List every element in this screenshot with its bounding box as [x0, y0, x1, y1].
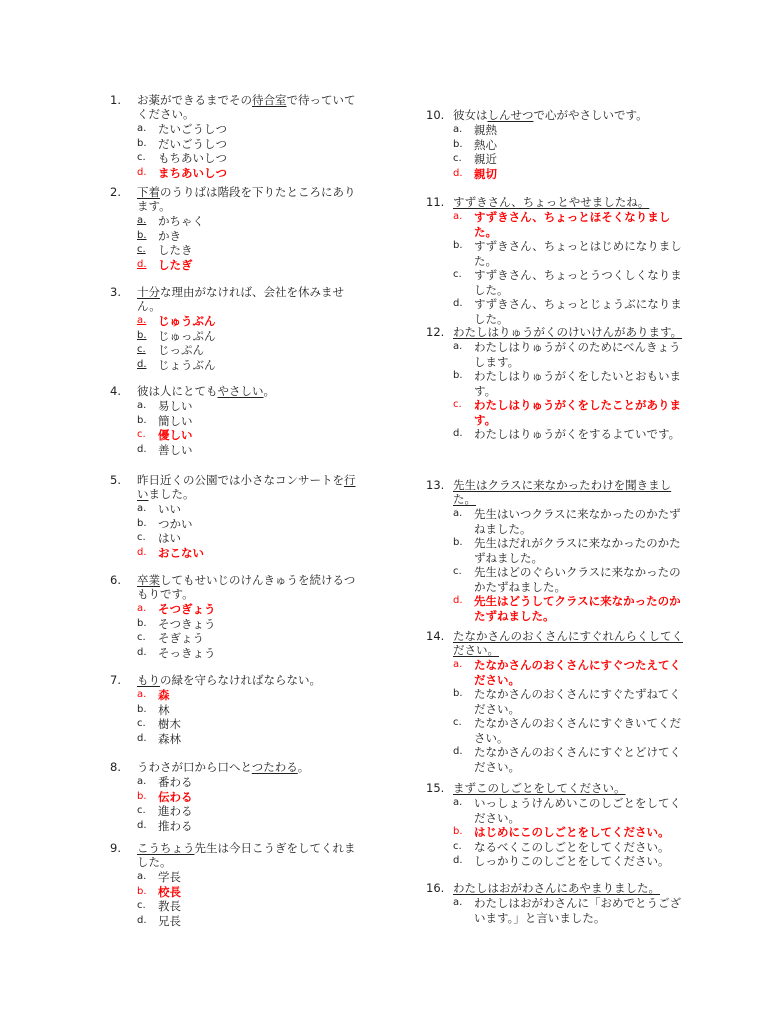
answer-option [137, 414, 365, 429]
question-text-part: してもせいじのけんきゅうを続けるつもりです。 [137, 573, 356, 601]
answer-option [137, 151, 365, 166]
question-number: 13. [426, 478, 445, 492]
answer-option [453, 536, 684, 565]
correct-answer-option [137, 428, 365, 443]
option-text: 番わる [158, 775, 193, 789]
option-text: 先生はどのぐらいクラスに来なかったのかたずねました。 [474, 565, 681, 594]
question-number: 9. [110, 841, 121, 855]
answer-options [137, 870, 365, 928]
option-letter: c. [453, 399, 462, 410]
answer-option [453, 565, 684, 594]
option-text: わたしはりゅうがくをしたことがあります。 [474, 398, 681, 427]
underlined-term: 下着 [137, 185, 160, 199]
option-letter: c. [137, 152, 146, 163]
option-text: はじめにこのしごとをしてください。 [474, 825, 670, 839]
answer-option [453, 138, 684, 153]
question-text [137, 473, 365, 501]
underlined-term: たなかさんのおくさんにすぐれんらくしてください。 [453, 629, 683, 657]
underlined-term: わたしはおがわさんにあやまりました。 [453, 881, 660, 895]
option-letter: d. [453, 746, 463, 757]
option-letter: d. [137, 546, 147, 558]
answer-option [453, 340, 684, 369]
question-item [426, 781, 684, 869]
underlined-term: 行い [137, 473, 356, 501]
question-item [426, 108, 684, 181]
answer-option [453, 840, 684, 855]
option-text: はい [158, 531, 181, 545]
question-item [110, 384, 365, 457]
answer-option [453, 745, 684, 774]
option-letter: d. [453, 428, 463, 439]
question-text-part: お薬ができるまでその [137, 93, 252, 107]
option-letter: a. [137, 689, 147, 700]
correct-answer-option [137, 885, 365, 900]
answer-option [137, 819, 365, 834]
option-letter: c. [453, 717, 462, 728]
answer-option [137, 717, 365, 732]
answer-options [137, 314, 365, 372]
option-text: じょうぶん [158, 357, 216, 372]
option-text: いい [158, 502, 181, 516]
underlined-term: もり [137, 673, 160, 687]
option-text: 校長 [158, 884, 181, 899]
answer-option [137, 870, 365, 885]
option-letter: d. [453, 298, 463, 309]
option-letter: c. [453, 153, 462, 164]
option-letter: b. [137, 229, 147, 241]
question-number: 4. [110, 384, 121, 398]
answer-option [453, 239, 684, 268]
answer-option [137, 137, 365, 152]
question-number: 14. [426, 629, 445, 643]
option-letter: d. [137, 732, 147, 744]
answer-option [453, 716, 684, 745]
option-text: 易しい [158, 399, 193, 413]
answer-option [137, 229, 365, 244]
question-text [453, 629, 684, 657]
question-number: 6. [110, 573, 121, 587]
question-text-part: 彼女は [453, 108, 488, 122]
option-text: わたしはおがわさんに「おめでとうございます。」と言いました。 [474, 896, 681, 925]
answer-option [137, 214, 365, 229]
question-item [110, 841, 365, 928]
option-letter: a. [453, 508, 463, 519]
question-item [110, 93, 365, 180]
option-letter: d. [453, 167, 463, 179]
correct-answer-option [137, 602, 365, 617]
answer-option [453, 796, 684, 825]
option-letter: a. [137, 315, 147, 326]
option-text: たなかさんのおくさんにすぐたずねてください。 [474, 687, 681, 716]
option-letter: b. [137, 617, 147, 629]
answer-option [137, 122, 365, 137]
option-text: 親近 [474, 152, 497, 166]
question-text [137, 285, 365, 313]
correct-answer-option [137, 790, 365, 805]
option-text: 善しい [158, 442, 193, 457]
option-letter: b. [453, 537, 463, 548]
option-letter: a. [453, 211, 463, 222]
correct-answer-option [453, 398, 684, 427]
question-item [426, 629, 684, 774]
answer-option [137, 399, 365, 414]
question-number: 16. [426, 881, 445, 895]
option-text: わたしはりゅうがくをしたいとおもいます。 [474, 369, 681, 398]
underlined-term: 待合室 [252, 93, 287, 107]
question-item [110, 673, 365, 746]
option-text: たなかさんのおくさんにすぐきいてください。 [474, 716, 681, 745]
option-text: 兄長 [158, 913, 181, 928]
underlined-term: 先生はクラスに来なかったわけを聞きました。 [453, 478, 672, 506]
option-text: すずきさん、ちょっとじょうぶになりました。 [474, 297, 682, 326]
underlined-term: やさしい [217, 384, 264, 398]
option-text: 先生はどうしてクラスに来なかったのかたずねました。 [474, 594, 681, 623]
question-text [453, 108, 684, 122]
answer-option [453, 687, 684, 716]
option-text: だいごうしつ [158, 136, 227, 151]
question-text-part: な理由がなければ、会社を休みません。 [137, 285, 344, 313]
option-letter: a. [137, 503, 147, 514]
option-letter: b. [453, 826, 463, 837]
question-number: 2. [110, 185, 121, 199]
answer-options [453, 123, 684, 181]
option-letter: d. [453, 595, 463, 606]
option-text: いっしょうけんめいこのしごとをしてください。 [474, 796, 681, 825]
underlined-term: 十分 [137, 285, 160, 299]
option-letter: a. [137, 400, 147, 411]
question-text-part: ました。 [148, 487, 195, 501]
option-text: 進わる [158, 804, 193, 818]
option-letter: b. [453, 370, 463, 381]
option-text: じゅうぶん [158, 314, 216, 328]
option-text: そぎょう [158, 631, 204, 645]
option-letter: b. [137, 517, 147, 529]
option-text: じゅっぷん [158, 328, 216, 343]
answer-option [137, 703, 365, 718]
answer-option [137, 914, 365, 929]
correct-answer-option [137, 258, 365, 273]
option-letter: d. [453, 855, 463, 866]
option-text: わたしはりゅうがくのためにべんきょうします。 [474, 340, 681, 369]
correct-answer-option [137, 314, 365, 329]
question-text-part: 。 [297, 760, 310, 774]
question-text-part: 昨日近くの公園では小さなコンサートを [137, 473, 344, 487]
option-text: 先生はいつクラスに来なかったのかたずねました。 [474, 507, 681, 536]
answer-option [453, 369, 684, 398]
question-text-part: の緑を守らなければならない。 [160, 673, 321, 687]
question-item [426, 478, 684, 623]
question-text-part: で待っていてください。 [137, 93, 356, 121]
question-text [137, 93, 365, 121]
option-text: たなかさんのおくさんにすぐとどけてください。 [474, 745, 681, 774]
answer-options [137, 775, 365, 833]
option-text: 親熱 [474, 123, 497, 137]
option-letter: c. [137, 900, 146, 911]
answer-option [453, 427, 684, 442]
option-letter: c. [453, 269, 462, 280]
answer-option [137, 343, 365, 358]
option-letter: b. [137, 414, 147, 426]
option-letter: a. [137, 603, 147, 614]
question-text-part: で心がやさしいです。 [533, 108, 648, 122]
question-text [137, 384, 365, 398]
option-letter: c. [137, 532, 146, 543]
answer-options [137, 214, 365, 272]
question-number: 7. [110, 673, 121, 687]
underlined-term: つたわる [251, 760, 298, 774]
option-letter: a. [137, 871, 147, 882]
question-item [426, 195, 684, 326]
question-number: 3. [110, 285, 121, 299]
option-letter: b. [137, 790, 147, 802]
question-number: 11. [426, 195, 445, 209]
answer-options [453, 210, 684, 326]
option-text: 教長 [158, 899, 181, 913]
answer-options [453, 896, 684, 925]
answer-option [137, 358, 365, 373]
answer-option [137, 243, 365, 258]
answer-options [137, 399, 365, 457]
answer-option [137, 899, 365, 914]
option-text: 先生はだれがクラスに来なかったのかたずねました。 [474, 536, 681, 565]
answer-option [453, 507, 684, 536]
option-letter: d. [137, 646, 147, 658]
question-text-part: のうりばは階段を下りたところにあります。 [137, 185, 356, 213]
question-text [137, 673, 365, 687]
answer-option [137, 531, 365, 546]
option-text: かき [158, 228, 181, 243]
correct-answer-option [137, 546, 365, 561]
option-letter: c. [137, 718, 146, 729]
option-letter: d. [137, 358, 147, 370]
underlined-term: こうちょう [137, 841, 195, 855]
option-letter: a. [137, 776, 147, 787]
answer-option [137, 775, 365, 790]
option-text: たいごうしつ [158, 122, 227, 136]
question-number: 12. [426, 325, 445, 339]
answer-option [137, 502, 365, 517]
answer-options [137, 602, 365, 660]
option-letter: c. [453, 566, 462, 577]
option-text: かちゃく [158, 214, 204, 228]
question-number: 10. [426, 108, 445, 122]
option-letter: d. [137, 914, 147, 926]
answer-option [137, 329, 365, 344]
question-text [137, 573, 365, 601]
option-text: しっかりこのしごとをしてください。 [474, 854, 670, 868]
option-text: おこない [158, 545, 204, 560]
question-item [110, 573, 365, 660]
question-text [453, 325, 684, 339]
option-letter: b. [137, 885, 147, 897]
option-text: 簡しい [158, 413, 193, 428]
option-letter: b. [137, 703, 147, 715]
answer-options [453, 796, 684, 869]
underlined-term: わたしはりゅうがくのけいけんがあります。 [453, 325, 683, 339]
option-letter: d. [137, 258, 147, 270]
answer-option [137, 443, 365, 458]
option-letter: a. [453, 124, 463, 135]
option-letter: d. [137, 443, 147, 455]
option-letter: a. [453, 897, 463, 908]
option-text: 優しい [158, 428, 193, 442]
question-item [426, 325, 684, 442]
answer-option [137, 732, 365, 747]
underlined-term: すずきさん、ちょっとやせましたね。 [453, 195, 650, 209]
option-text: 伝わる [158, 789, 193, 804]
question-item [426, 881, 684, 925]
option-text: 林 [158, 702, 170, 717]
answer-option [453, 896, 684, 925]
question-number: 1. [110, 93, 121, 107]
option-letter: a. [453, 797, 463, 808]
answer-options [137, 688, 365, 746]
answer-options [453, 507, 684, 623]
option-text: 熱心 [474, 137, 497, 152]
correct-answer-option [137, 166, 365, 181]
question-text-part: 。 [263, 384, 275, 398]
option-text: 学長 [158, 870, 181, 884]
question-text [137, 841, 365, 869]
option-text: つかい [158, 516, 193, 531]
correct-answer-option [453, 167, 684, 182]
option-letter: a. [137, 123, 147, 134]
option-text: 森 [158, 688, 170, 702]
option-text: まちあいしつ [158, 165, 227, 180]
answer-option [137, 804, 365, 819]
underlined-term: まずこのしごとをしてください。 [453, 781, 626, 795]
option-letter: c. [137, 429, 146, 440]
option-text: 親切 [474, 166, 497, 181]
option-text: なるべくこのしごとをしてください。 [474, 839, 670, 854]
option-text: もちあいしつ [158, 151, 227, 165]
option-text: じっぷん [158, 343, 204, 357]
answer-option [137, 631, 365, 646]
option-letter: d. [137, 819, 147, 831]
option-letter: d. [137, 166, 147, 178]
correct-answer-option [453, 658, 684, 687]
question-number: 5. [110, 473, 121, 487]
option-letter: c. [453, 840, 462, 852]
option-letter: c. [137, 344, 146, 355]
question-item [110, 285, 365, 372]
option-text: 森林 [158, 731, 181, 746]
question-text [137, 760, 365, 774]
answer-option [137, 617, 365, 632]
option-letter: c. [137, 632, 146, 643]
answer-options [137, 122, 365, 180]
question-text [453, 478, 684, 506]
option-letter: c. [137, 244, 146, 255]
question-item [110, 185, 365, 272]
answer-option [453, 152, 684, 167]
option-text: 推わる [158, 818, 193, 833]
option-text: そつきょう [158, 616, 216, 631]
correct-answer-option [137, 688, 365, 703]
question-text [453, 195, 684, 209]
option-letter: b. [453, 688, 463, 699]
answer-options [453, 658, 684, 774]
question-item [110, 473, 365, 560]
correct-answer-option [453, 825, 684, 840]
option-letter: a. [453, 659, 463, 670]
option-text: したき [158, 243, 193, 257]
option-letter: b. [137, 329, 147, 341]
option-text: たなかさんのおくさんにすぐつたえてください。 [474, 658, 681, 687]
option-letter: b. [137, 137, 147, 149]
option-text: したぎ [158, 257, 193, 272]
question-text [137, 185, 365, 213]
question-text [453, 781, 684, 795]
correct-answer-option [453, 594, 684, 623]
option-letter: a. [137, 215, 147, 226]
answer-option [137, 646, 365, 661]
answer-option [453, 123, 684, 138]
option-text: わたしはりゅうがくをするよていです。 [474, 427, 681, 441]
answer-options [137, 502, 365, 560]
option-text: 樹木 [158, 717, 181, 731]
question-text-part: 彼は人にとても [137, 384, 218, 398]
question-text-part: うわさが口から口へと [137, 760, 252, 774]
option-letter: a. [453, 341, 463, 352]
question-text [453, 881, 684, 895]
answer-option [453, 268, 684, 297]
question-number: 15. [426, 781, 445, 795]
question-text-part: 先生は今日こうぎをしてくれました。 [137, 841, 356, 869]
correct-answer-option [453, 210, 684, 239]
option-text: すずきさん、ちょっとほそくなりました。 [474, 210, 671, 239]
option-text: そっきょう [158, 645, 216, 660]
answer-options [453, 340, 684, 442]
answer-option [453, 854, 684, 869]
option-letter: b. [453, 240, 463, 251]
underlined-term: 卒業 [137, 573, 160, 587]
question-number: 8. [110, 760, 121, 774]
option-letter: c. [137, 805, 146, 816]
underlined-term: しんせつ [487, 108, 534, 122]
answer-option [137, 517, 365, 532]
question-item [110, 760, 365, 833]
option-text: すずきさん、ちょっとうつくしくなりました。 [474, 268, 682, 297]
option-text: そつぎょう [158, 602, 216, 616]
option-text: すずきさん、ちょっとはじめになりました。 [474, 239, 682, 268]
answer-option [453, 297, 684, 326]
option-letter: b. [453, 138, 463, 150]
